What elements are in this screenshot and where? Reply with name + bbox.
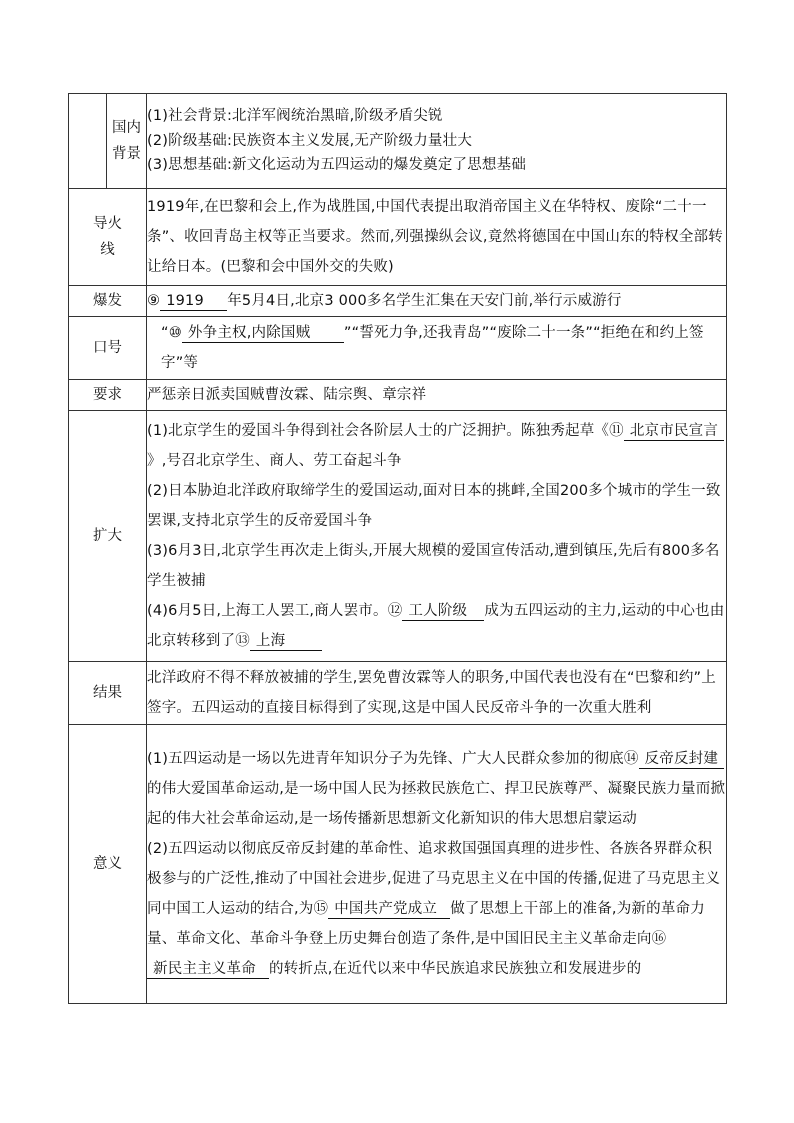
answer-blank-10: 外争主权,内除国贼 — [182, 324, 344, 343]
row-content-result — [147, 662, 727, 725]
blank-marker-10: ⑩ — [168, 325, 182, 341]
row-label-demand: 要求 — [69, 380, 147, 411]
answer-blank-15: 中国共产党成立 — [328, 900, 450, 919]
answer-blank-12: 工人阶级 — [402, 602, 484, 621]
result-text: 北洋政府不得不释放被捕的学生,罢免曹汝霖等人的职务,中国代表也没有在“巴黎和约”上签字。五四运动的直接目标得到了实现,这是中国人民反帝斗争的一次重大胜利 — [147, 670, 716, 716]
fuse-text: 1919年,在巴黎和会上,作为战胜国,中国代表提出取消帝国主义在华特权、废除“二十一条”、收回青岛主权等正当要求。然而,列强操纵会议,竟然将德国在中国山东的特权全部转让给日本。(巴黎和会中国外交的失败) — [147, 199, 723, 275]
row-label-outbreak: 爆发 — [69, 286, 147, 317]
row-label-expand: 扩大 — [69, 411, 147, 662]
history-table — [68, 93, 727, 1004]
row-meaning — [69, 725, 727, 1004]
row-content-expand — [147, 411, 727, 662]
row-content-demand — [147, 380, 727, 411]
row-content-fuse — [147, 189, 727, 286]
row-demand — [69, 380, 727, 411]
meaning-item-2-text: (2)五四运动以彻底反帝反封建的革命性、追求救国强国真理的进步性、各族各界群众积极参与的广泛性,推动了中国社会进步,促进了马克思主义在中国的传播,促进了马克思主义同中国工人运动的结合,为 — [147, 841, 721, 917]
row-label-result: 结果 — [69, 662, 147, 725]
row-fuse — [69, 189, 727, 286]
label-line-2: 线 — [100, 242, 115, 258]
answer-blank-16: 新民主主义革命 — [147, 960, 269, 979]
row-blank-cell — [69, 94, 107, 189]
expand-item-1-after: 》,号召北京学生、商人、劳工奋起斗争 — [147, 453, 402, 469]
row-slogan — [69, 317, 727, 380]
answer-blank-11: 北京市民宣言 — [624, 422, 724, 441]
row-label-meaning: 意义 — [69, 725, 147, 1004]
slogan-text: ”“誓死力争,还我青岛”“废除二十一条”“拒绝在和约上签字”等 — [161, 325, 704, 371]
answer-blank-9: 1919 — [160, 292, 227, 311]
row-expand — [69, 411, 727, 662]
expand-item-1 — [147, 416, 726, 476]
meaning-item-1-text: (1)五四运动是一场以先进青年知识分子为先锋、广大人民群众参加的彻底 — [147, 751, 624, 767]
domestic-item-1: (1)社会背景:北洋军阀统治黑暗,阶级矛盾尖锐 — [147, 108, 443, 125]
answer-blank-13: 上海 — [250, 632, 322, 651]
blank-marker-13: ⑬ — [235, 633, 250, 649]
meaning-item-2 — [147, 834, 726, 984]
answer-blank-14: 反帝反封建 — [639, 750, 725, 769]
blank-marker-14: ⑭ — [623, 751, 639, 767]
row-result — [69, 662, 727, 725]
label-line-2: 背景 — [112, 146, 141, 162]
domestic-item-3: (3)思想基础:新文化运动为五四运动的爆发奠定了思想基础 — [147, 157, 527, 174]
row-outbreak — [69, 286, 727, 317]
label-line-1: 国内 — [112, 120, 141, 136]
row-content-outbreak — [147, 286, 727, 317]
row-domestic-background — [69, 94, 727, 189]
domestic-item-2: (2)阶级基础:民族资本主义发展,无产阶级力量壮大 — [147, 132, 473, 149]
meaning-item-2-after: 的转折点,在近代以来中华民族追求民族独立和发展进步的 — [269, 961, 642, 977]
expand-item-2: (2)日本胁迫北洋政府取缔学生的爱国运动,面对日本的挑衅,全国200多个城市的学生一致罢课,支持北京学生的反帝爱国斗争 — [147, 483, 721, 529]
row-content-meaning — [147, 725, 727, 1004]
row-label-slogan: 口号 — [69, 317, 147, 380]
demand-text: 严惩亲日派卖国贼曹汝霖、陆宗舆、章宗祥 — [147, 387, 427, 403]
expand-item-3: (3)6月3日,北京学生再次走上街头,开展大规模的爱国宣传活动,遭到镇压,先后有800多名学生被捕 — [147, 543, 720, 589]
blank-marker-16: ⑯ — [651, 931, 667, 947]
blank-marker-11: ⑪ — [609, 423, 624, 439]
expand-item-4-mid: 成为五四运动的主力,运动的中心也由北京转移到了 — [147, 603, 725, 649]
label-line-1: 导火 — [93, 216, 122, 232]
row-label-fuse — [69, 189, 147, 286]
blank-marker-15: ⑮ — [313, 901, 329, 917]
row-content-domestic — [147, 94, 727, 189]
meaning-item-2-mid: 做了思想上干部上的准备,为新的革命力量、革命文化、革命斗争登上历史舞台创造了条件,是中国旧民主主义革命走向 — [147, 901, 705, 947]
outbreak-text: 年5月4日,北京3 000多名学生汇集在天安门前,举行示威游行 — [227, 293, 622, 309]
row-content-slogan — [147, 317, 727, 380]
expand-item-4 — [147, 596, 726, 656]
quote-open: “ — [161, 325, 169, 341]
row-label-domestic — [107, 94, 147, 189]
meaning-item-1-after: 的伟大爱国革命运动,是一场中国人民为拯救民族危亡、捍卫民族尊严、凝聚民族力量而掀起的伟大社会革命运动,是一场传播新思想新文化新知识的伟大思想启蒙运动 — [147, 781, 726, 827]
expand-item-1-text: (1)北京学生的爱国斗争得到社会各阶层人士的广泛拥护。陈独秀起草《 — [147, 423, 610, 439]
blank-marker-12: ⑫ — [387, 603, 403, 619]
meaning-item-1 — [147, 744, 726, 834]
expand-item-4-text: (4)6月5日,上海工人罢工,商人罢市。 — [147, 603, 388, 619]
blank-marker-9: ⑨ — [147, 293, 161, 309]
